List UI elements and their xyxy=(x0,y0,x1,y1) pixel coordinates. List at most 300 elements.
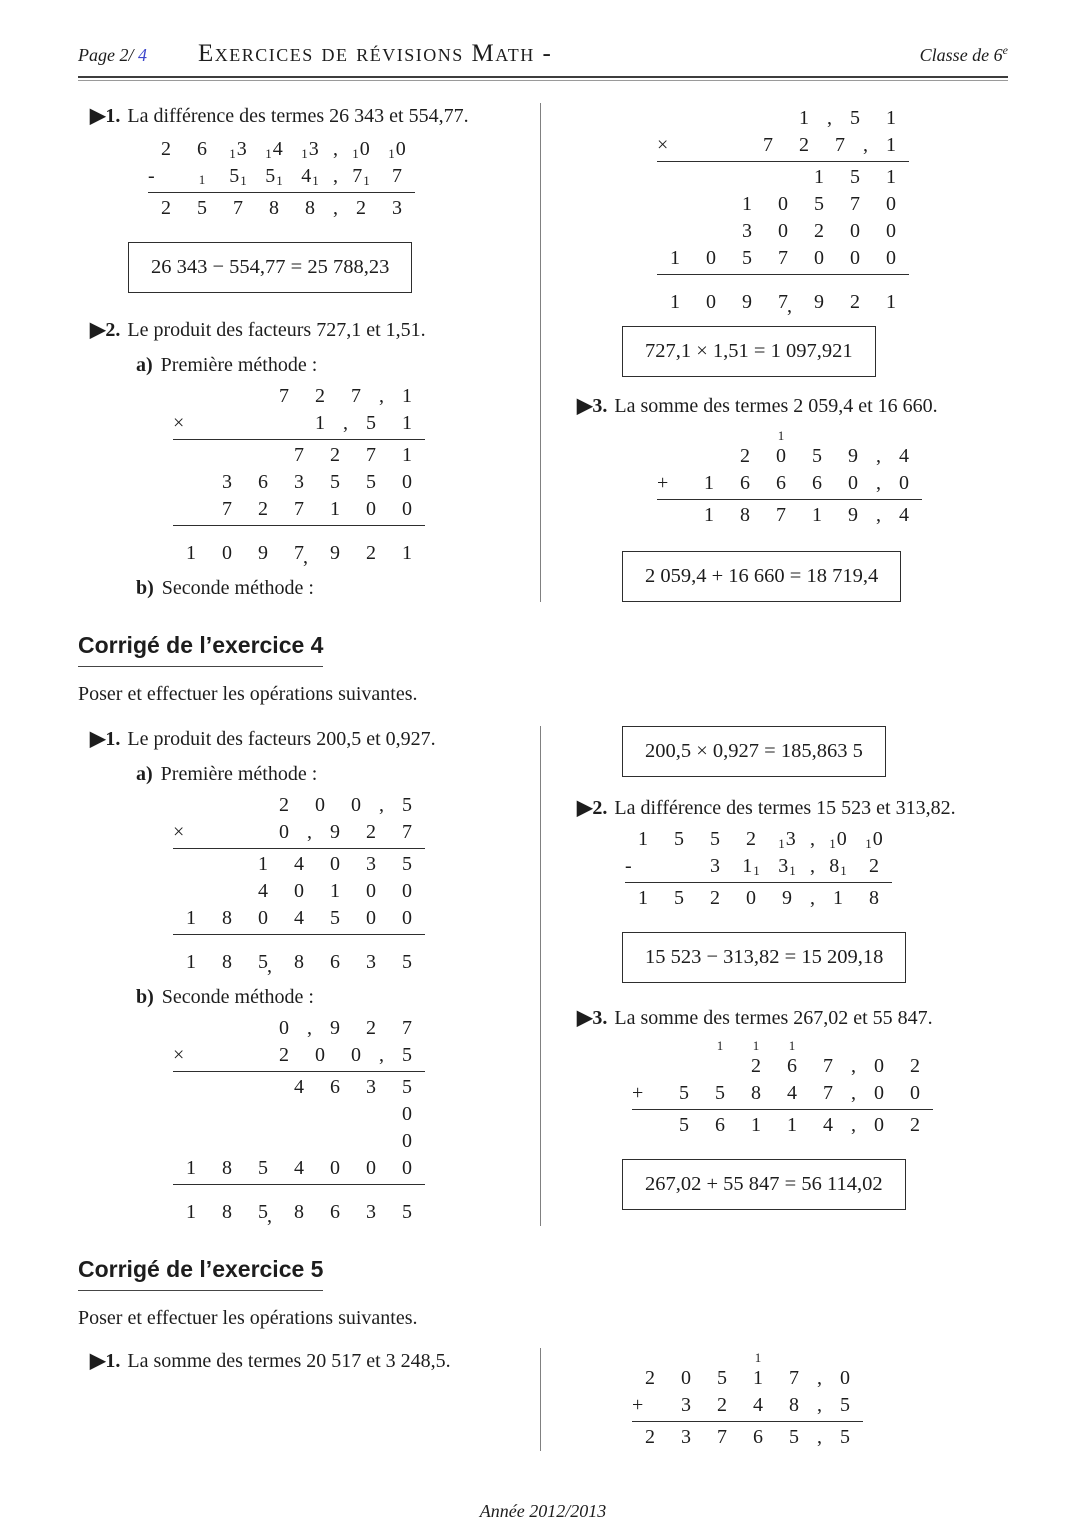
digit-cell: 1 xyxy=(886,291,896,313)
column-multiplication-727-second xyxy=(657,105,909,316)
digit-cell: 7 xyxy=(789,1367,799,1389)
digit-cell: 8 xyxy=(789,1394,799,1416)
digit-cell: 2 xyxy=(258,498,268,520)
digit-cell: 6 xyxy=(812,472,822,494)
digit-cell: 7 xyxy=(402,1017,412,1039)
result-box-1: 26 343 − 554,77 = 25 788,23 xyxy=(128,242,412,293)
digit-cell: 9 xyxy=(848,445,858,467)
operation-row xyxy=(173,819,425,846)
footer-year: Année 2012/2013 xyxy=(479,1501,607,1521)
digit-cell: 1 xyxy=(186,907,196,929)
digit-cell: 0 xyxy=(778,220,788,242)
digit-cell: 2 xyxy=(910,1114,920,1136)
digit-cell: 5 xyxy=(330,907,340,929)
empty-cell xyxy=(799,428,835,443)
operation-row xyxy=(657,470,922,497)
digit-cell: 5 xyxy=(814,193,824,215)
operator-sign: - xyxy=(148,165,155,187)
operation-rule xyxy=(173,1071,425,1072)
section-2 xyxy=(78,726,1008,1226)
digit-cell: 2 xyxy=(910,1055,920,1077)
digit-cell: 6 xyxy=(776,472,786,494)
exercise-item-3 xyxy=(577,393,1008,418)
method-b-line xyxy=(136,577,540,600)
empty-cell xyxy=(835,428,871,443)
column-addition-267 xyxy=(632,1038,933,1139)
exercise-item-1 xyxy=(78,726,540,751)
operation-row xyxy=(632,1080,933,1107)
empty-cell xyxy=(897,1038,933,1053)
operator-sign: × xyxy=(657,134,669,156)
digit-cell: 9 xyxy=(330,1017,340,1039)
operation-row xyxy=(173,1155,425,1182)
digit-cell: 1 xyxy=(186,1201,196,1223)
comma-cell: , xyxy=(307,1017,312,1039)
method-b-line xyxy=(136,986,540,1009)
digit-cell: 1 xyxy=(402,412,412,434)
digit-cell: 5 xyxy=(402,1076,412,1098)
borrow-mark: 1 xyxy=(265,146,272,161)
empty-cell xyxy=(625,853,661,880)
digit-cell: 2 xyxy=(356,197,366,219)
operation-row xyxy=(173,1128,425,1155)
comma-cell: , xyxy=(379,385,384,407)
digit-cell: 4 xyxy=(294,1076,304,1098)
digit-cell: 1 xyxy=(638,887,648,909)
digit-cell: 1 xyxy=(704,504,714,526)
digit-cell: 0 xyxy=(840,1367,850,1389)
section-2-right-column xyxy=(540,726,1008,1226)
operation-row xyxy=(657,289,909,316)
digit-cell: 1 xyxy=(258,853,268,875)
digit-cell: 0 xyxy=(366,880,376,902)
digit-cell: 0 xyxy=(402,471,412,493)
digit-cell: 0 xyxy=(315,1044,325,1066)
digit-cell: 1 xyxy=(402,542,412,564)
comma-cell: , xyxy=(851,1082,856,1104)
carry-mark: 1 xyxy=(840,863,847,878)
digit-cell: 3 xyxy=(366,951,376,973)
digit-cell: 1 xyxy=(638,828,648,850)
digit-cell: 0 xyxy=(279,1017,289,1039)
digit-cell: 7 xyxy=(279,385,289,407)
operator-sign: + xyxy=(632,1082,644,1104)
method-text: Première méthode : xyxy=(160,763,318,785)
operation-row xyxy=(148,195,415,222)
digit-cell: 0 xyxy=(351,1044,361,1066)
operation-row xyxy=(657,105,909,132)
digit-cell: 7 xyxy=(717,1426,727,1448)
borrow-mark: 1 xyxy=(229,146,236,161)
operation-row xyxy=(148,163,415,190)
item-text: La somme des termes 20 517 et 3 248,5. xyxy=(127,1350,451,1372)
page-number-link[interactable]: 4 xyxy=(138,45,147,65)
operation-rule xyxy=(625,882,892,883)
class-label-sup: e xyxy=(1002,43,1008,57)
digit-cell: 7 xyxy=(823,1082,833,1104)
result-box-wrap xyxy=(622,932,1008,983)
method-label: b) xyxy=(136,577,154,599)
digit-cell: 5 xyxy=(850,107,860,129)
digit-cell: 0 xyxy=(402,1130,412,1152)
digit-cell: 1 xyxy=(788,1038,796,1053)
digit-cell: 10 xyxy=(352,138,370,161)
digit-cell: 5 xyxy=(197,197,207,219)
digit-cell: 0 xyxy=(315,794,325,816)
operation-row xyxy=(173,496,425,523)
digit-cell: 0 xyxy=(874,1055,884,1077)
section-1-left-column xyxy=(78,103,540,602)
operator-sign: + xyxy=(632,1394,644,1416)
operation-row xyxy=(657,191,909,218)
result-box-4: 200,5 × 0,927 = 185,863 5 xyxy=(622,726,886,777)
digit-cell: 3 xyxy=(366,1076,376,1098)
digit-cell: 7 xyxy=(778,247,788,269)
digit-cell: 1 xyxy=(315,412,325,434)
method-text: Première méthode : xyxy=(160,354,318,376)
page-label: Page 2/ xyxy=(78,45,134,65)
digit-cell: 0 xyxy=(366,1157,376,1179)
digit-cell: 5 xyxy=(402,794,412,816)
result-box-wrap xyxy=(622,1159,1008,1210)
digit-cell: 13 xyxy=(229,138,247,161)
operation-row xyxy=(657,245,909,272)
section-3-left-column xyxy=(78,1348,540,1451)
operation-rule xyxy=(173,439,425,440)
digit-cell: 0 xyxy=(899,472,909,494)
digit-cell: 6 xyxy=(740,472,750,494)
digit-cell: 1 xyxy=(799,107,809,129)
result-box-wrap xyxy=(128,242,540,293)
digit-cell: 9 xyxy=(782,887,792,909)
carry-mark: 1 xyxy=(753,863,760,878)
digit-cell: 4 xyxy=(823,1114,833,1136)
digit-cell: 51 xyxy=(229,165,247,188)
document-title: Exercices de révisions Math - xyxy=(198,40,553,67)
digit-cell: 0 xyxy=(874,1082,884,1104)
column-subtraction-26343 xyxy=(148,136,415,222)
digit-cell: 0 xyxy=(294,880,304,902)
result-comma: , xyxy=(267,1205,272,1227)
carry-row xyxy=(632,1038,933,1053)
digit-cell: 2 xyxy=(814,220,824,242)
digit-cell: 2 xyxy=(161,197,171,219)
digit-cell: 0 xyxy=(402,1103,412,1125)
digit-cell: 5 xyxy=(850,166,860,188)
digit-cell: 7 xyxy=(835,134,845,156)
digit-cell: 6 xyxy=(330,951,340,973)
digit-cell: 10 xyxy=(865,828,883,851)
digit-cell: 2 xyxy=(366,821,376,843)
digit-cell: 8 xyxy=(294,1201,304,1223)
digit-cell: 0 xyxy=(330,1157,340,1179)
borrow-mark: 1 xyxy=(829,836,836,851)
comma-cell: , xyxy=(379,1044,384,1066)
comma-cell: , xyxy=(379,794,384,816)
result-box-wrap xyxy=(622,551,1008,602)
digit-cell: 0 xyxy=(402,1157,412,1179)
operation-row xyxy=(625,885,892,912)
digit-cell: 7 xyxy=(222,498,232,520)
section-2-left-column xyxy=(78,726,540,1226)
digit-cell: 6 xyxy=(715,1114,725,1136)
borrow-mark: 1 xyxy=(301,146,308,161)
operation-row xyxy=(173,410,425,437)
column-subtraction-15523 xyxy=(625,826,892,912)
digit-cell: 5 xyxy=(679,1114,689,1136)
result-box-6: 267,02 + 55 847 = 56 114,02 xyxy=(622,1159,906,1210)
operation-row xyxy=(625,826,892,853)
class-label-text: Classe de 6 xyxy=(919,45,1003,65)
digit-cell: 1 xyxy=(754,1350,762,1365)
class-label xyxy=(920,43,1008,66)
method-text: Seconde méthode : xyxy=(161,986,314,1008)
section-1-right-column xyxy=(540,103,1008,602)
operation-row xyxy=(173,905,425,932)
digit-cell: 9 xyxy=(330,821,340,843)
method-label: a) xyxy=(136,763,153,785)
borrow-mark: 1 xyxy=(865,836,872,851)
digit-cell: 0 xyxy=(886,193,896,215)
column-addition-2059 xyxy=(657,428,922,529)
operator-sign: × xyxy=(173,412,185,434)
digit-cell: 9 xyxy=(742,291,752,313)
comma-cell: , xyxy=(307,821,312,843)
operator-sign: + xyxy=(657,472,669,494)
digit-cell: 7 xyxy=(351,385,361,407)
digit-cell: 7 , xyxy=(765,289,801,316)
digit-cell: 1 xyxy=(704,472,714,494)
operation-row xyxy=(173,949,425,976)
digit-cell: 2 xyxy=(717,1394,727,1416)
result-box-5: 15 523 − 313,82 = 15 209,18 xyxy=(622,932,906,983)
digit-cell: 1 xyxy=(777,428,785,443)
digit-cell: 0 xyxy=(910,1082,920,1104)
carry-row xyxy=(657,428,922,443)
digit-cell: 2 xyxy=(279,1044,289,1066)
digit-cell: 3 xyxy=(681,1426,691,1448)
empty-cell xyxy=(810,1038,846,1053)
digit-cell: 2 xyxy=(869,855,879,877)
digit-cell: 1 xyxy=(886,107,896,129)
operation-row xyxy=(148,136,415,163)
digit-cell: 3 xyxy=(681,1394,691,1416)
digit-cell: 2 xyxy=(799,134,809,156)
digit-cell: 7 xyxy=(823,1055,833,1077)
section-1 xyxy=(78,103,1008,602)
digit-cell: 0 xyxy=(366,498,376,520)
digit-cell: 4 xyxy=(753,1394,763,1416)
digit-cell: 1 xyxy=(670,291,680,313)
digit-cell: 1 xyxy=(812,504,822,526)
digit-cell: 1 xyxy=(186,951,196,973)
section-heading-exercice-4: Corrigé de l’exercice 4 xyxy=(78,632,323,667)
digit-cell: 9 xyxy=(814,291,824,313)
operation-rule xyxy=(657,274,909,275)
result-box-3: 2 059,4 + 16 660 = 18 719,4 xyxy=(622,551,901,602)
digit-cell: 7 xyxy=(233,197,243,219)
item-marker: ▶3. xyxy=(577,395,608,417)
digit-cell: 10 xyxy=(388,138,406,161)
operation-row xyxy=(173,469,425,496)
digit-cell: 0 xyxy=(850,220,860,242)
operation-row xyxy=(173,1015,425,1042)
digit-cell: 1 xyxy=(402,385,412,407)
comma-cell: , xyxy=(863,134,868,156)
digit-cell: 7 xyxy=(776,504,786,526)
digit-cell: 0 xyxy=(222,542,232,564)
digit-cell: 5 xyxy=(679,1082,689,1104)
result-box-wrap xyxy=(622,726,1008,777)
empty-cell xyxy=(661,853,697,880)
digit-cell: 13 xyxy=(301,138,319,161)
operation-row xyxy=(632,1112,933,1139)
comma-cell: , xyxy=(810,855,815,877)
digit-cell: 2 xyxy=(161,138,171,160)
digit-cell: 5 , xyxy=(245,949,281,976)
digit-cell: 7 xyxy=(763,134,773,156)
digit-cell: 1 xyxy=(886,134,896,156)
empty-comma-cell xyxy=(846,1038,861,1053)
digit-cell: 0 xyxy=(706,247,716,269)
digit-cell: 1 xyxy=(886,166,896,188)
operation-row xyxy=(173,1199,425,1226)
operation-rule xyxy=(632,1421,863,1422)
empty-cell xyxy=(727,428,763,443)
digit-cell: 5 xyxy=(258,1157,268,1179)
digit-cell: 1 xyxy=(198,172,206,187)
digit-cell: 0 xyxy=(814,247,824,269)
digit-cell: 0 xyxy=(874,1114,884,1136)
section-3 xyxy=(78,1348,1008,1451)
digit-cell: 9 xyxy=(330,542,340,564)
operation-rule xyxy=(657,499,922,500)
digit-cell: 8 xyxy=(222,1201,232,1223)
carry-mark: 1 xyxy=(789,863,796,878)
digit-cell: 71 xyxy=(352,165,370,188)
exercise-item-1 xyxy=(78,103,540,128)
column-multiplication-2005-second xyxy=(173,1015,425,1226)
digit-cell: 5 xyxy=(330,471,340,493)
digit-cell: 0 xyxy=(402,498,412,520)
digit-cell: 1 xyxy=(787,1114,797,1136)
digit-cell: 8 xyxy=(222,907,232,929)
digit-cell: 11 xyxy=(742,855,760,878)
comma-cell: , xyxy=(876,472,881,494)
digit-cell: 7 xyxy=(366,444,376,466)
operation-row xyxy=(173,540,425,567)
carry-mark: 1 xyxy=(240,173,247,188)
item-text: La somme des termes 267,02 et 55 847. xyxy=(614,1007,933,1029)
exercise-item-2 xyxy=(577,795,1008,820)
digit-cell: 2 xyxy=(330,444,340,466)
digit-cell: 2 xyxy=(645,1367,655,1389)
digit-cell: 6 xyxy=(753,1426,763,1448)
comma-cell: , xyxy=(827,107,832,129)
digit-cell: 0 xyxy=(850,247,860,269)
item-marker: ▶2. xyxy=(577,797,608,819)
digit-cell: 3 xyxy=(392,197,402,219)
digit-cell: 8 xyxy=(222,1157,232,1179)
result-box-wrap xyxy=(622,326,1008,377)
method-a-line xyxy=(136,354,540,377)
digit-cell: 2 xyxy=(850,291,860,313)
borrow-mark: 1 xyxy=(778,836,785,851)
carry-mark: 1 xyxy=(312,173,319,188)
operation-row xyxy=(173,1101,425,1128)
item-text: La différence des termes 15 523 et 313,82. xyxy=(614,797,956,819)
digit-cell: 7 xyxy=(294,498,304,520)
digit-cell: 0 xyxy=(279,821,289,843)
operation-row xyxy=(625,853,892,880)
borrow-mark: 1 xyxy=(352,146,359,161)
digit-cell: 5 xyxy=(840,1426,850,1448)
digit-cell: 5 xyxy=(366,471,376,493)
digit-cell: 6 xyxy=(330,1076,340,1098)
digit-cell: 0 xyxy=(886,220,896,242)
digit-cell: 5 xyxy=(840,1394,850,1416)
item-marker: ▶2. xyxy=(90,319,121,341)
digit-cell: 9 xyxy=(848,504,858,526)
digit-cell: 0 xyxy=(366,907,376,929)
digit-cell: 5 xyxy=(402,853,412,875)
operation-row xyxy=(632,1392,863,1419)
comma-cell: , xyxy=(817,1394,822,1416)
item-marker: ▶3. xyxy=(577,1007,608,1029)
digit-cell: 2 xyxy=(366,1017,376,1039)
empty-cell xyxy=(776,1350,812,1365)
comma-cell: , xyxy=(333,197,338,219)
digit-cell: 2 xyxy=(366,542,376,564)
digit-cell: 5 xyxy=(742,247,752,269)
digit-cell: 0 xyxy=(778,193,788,215)
comma-cell: , xyxy=(333,138,338,160)
digit-cell: 2 xyxy=(279,794,289,816)
digit-cell: 7 , xyxy=(281,540,317,567)
page-number xyxy=(78,45,198,66)
comma-cell: , xyxy=(817,1367,822,1389)
digit-cell: 0 xyxy=(351,794,361,816)
empty-cell xyxy=(861,1038,897,1053)
operator-sign: - xyxy=(625,855,632,877)
digit-cell: 1 xyxy=(670,247,680,269)
operation-row xyxy=(657,502,922,529)
operation-gap xyxy=(173,937,425,949)
section-intro: Poser et effectuer les opérations suivantes. xyxy=(78,683,418,705)
digit-cell: 5 , xyxy=(245,1199,281,1226)
operator-sign: × xyxy=(173,1044,185,1066)
section-3-right-column xyxy=(540,1348,1008,1451)
method-a-line xyxy=(136,763,540,786)
digit-cell: 8 xyxy=(751,1082,761,1104)
operation-gap xyxy=(657,277,909,289)
section-intro: Poser et effectuer les opérations suivantes. xyxy=(78,1307,418,1329)
digit-cell: 7 xyxy=(294,444,304,466)
digit-cell: 5 xyxy=(402,1201,412,1223)
comma-cell: , xyxy=(343,412,348,434)
digit-cell: 81 xyxy=(829,855,847,878)
operator-sign: × xyxy=(173,821,185,843)
digit-cell: 7 xyxy=(402,821,412,843)
digit-cell: 1 xyxy=(330,880,340,902)
operation-row xyxy=(632,1053,933,1080)
digit-cell: 0 xyxy=(886,247,896,269)
result-comma: , xyxy=(787,295,792,317)
operation-gap xyxy=(173,528,425,540)
exercise-item-3 xyxy=(577,1005,1008,1030)
digit-cell: 41 xyxy=(301,165,319,188)
digit-cell: 3 xyxy=(366,1201,376,1223)
